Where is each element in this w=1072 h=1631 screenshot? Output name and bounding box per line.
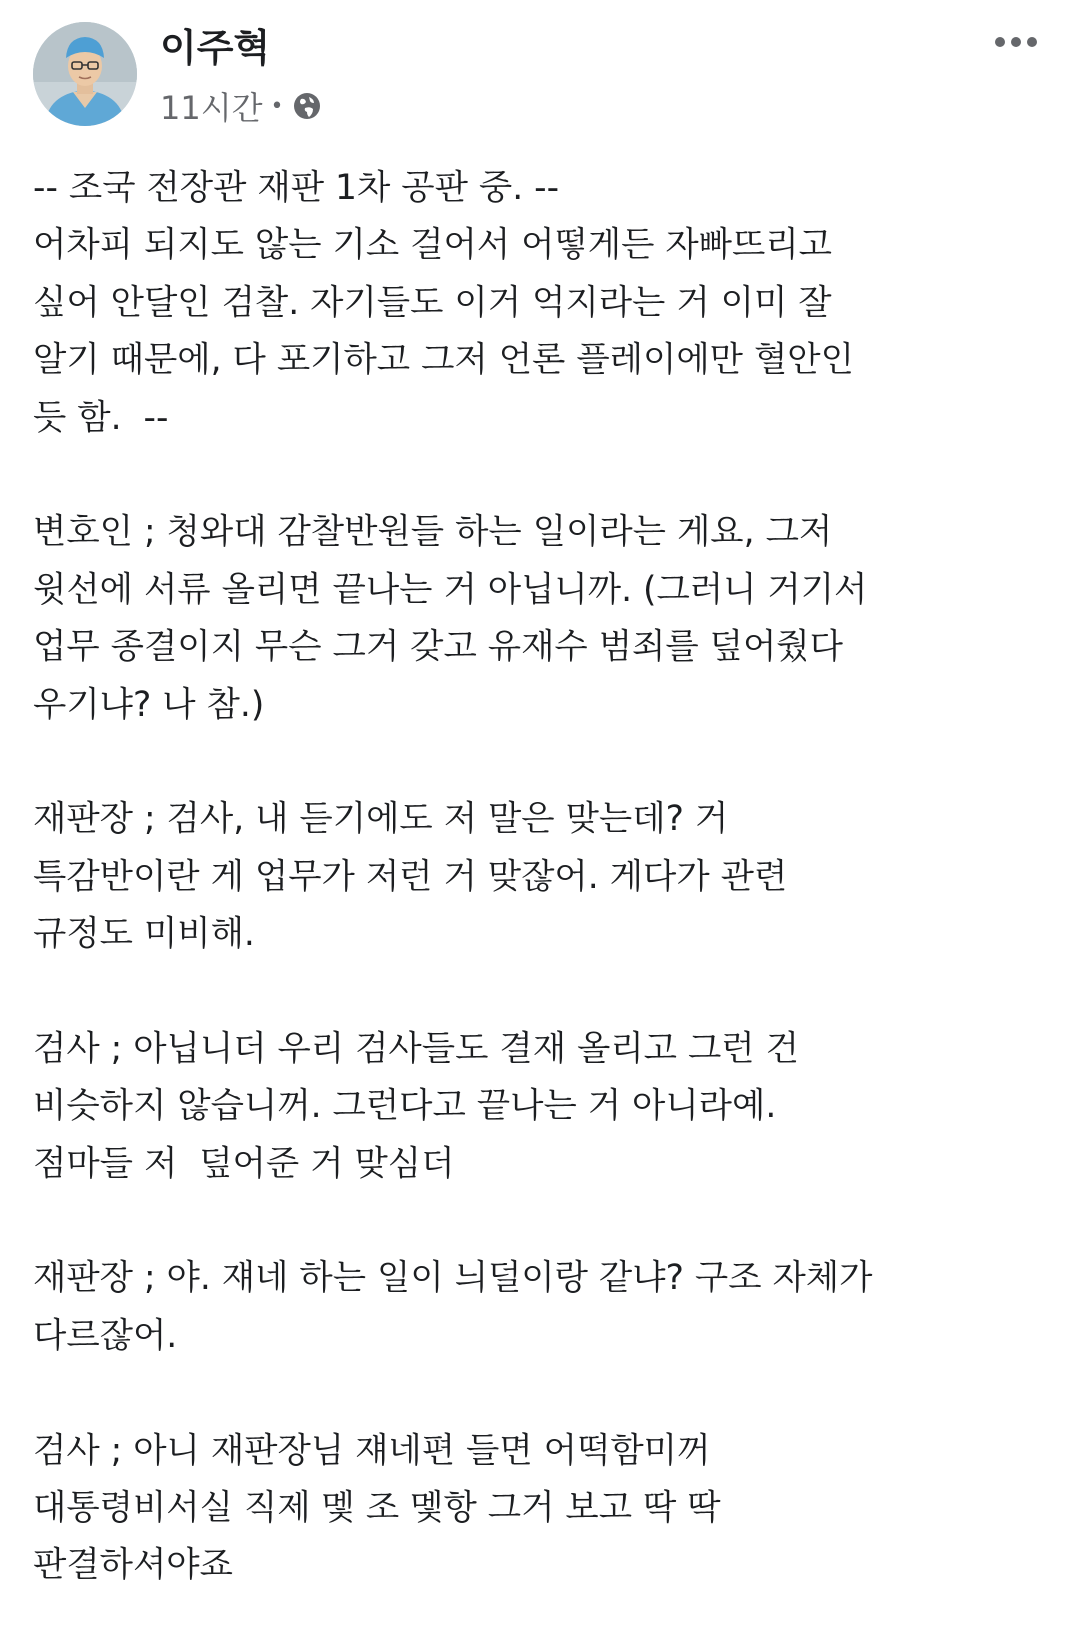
post-line: 재판장 ; 검사, 내 듣기에도 저 말은 맞는데? 거 xyxy=(33,799,729,840)
paragraph-gap xyxy=(33,963,1053,1020)
globe-icon[interactable] xyxy=(292,91,322,121)
post-line: 알기 때문에, 다 포기하고 그저 언론 플레이에만 혈안인 xyxy=(33,340,854,381)
paragraph-gap xyxy=(33,1365,1053,1422)
more-options-button[interactable] xyxy=(988,22,1044,62)
post-line: 재판장 ; 야. 쟤네 하는 일이 늬덜이랑 같냐? 구조 자체가 xyxy=(33,1258,873,1299)
post-line: 우기냐? 나 참.) xyxy=(33,684,265,725)
post-line: 어차피 되지도 않는 기소 걸어서 어떻게든 자빠뜨리고 xyxy=(33,225,832,266)
author-name[interactable]: 이주혁 xyxy=(160,26,271,70)
post-line: 싶어 안달인 검찰. 자기들도 이거 억지라는 거 이미 잘 xyxy=(33,282,832,323)
post-time[interactable]: 11시간 xyxy=(160,89,263,127)
post-body xyxy=(33,160,1053,1595)
post-line: 비슷하지 않습니꺼. 그런다고 끝나는 거 아니라예. xyxy=(33,1086,777,1127)
post-line: 듯 함. -- xyxy=(33,397,169,438)
paragraph-judge-2 xyxy=(33,1250,1053,1365)
post-line: 판결하셔야죠 xyxy=(33,1545,233,1586)
meta-separator: • xyxy=(270,93,284,119)
post-line: 다르잖어. xyxy=(33,1315,178,1356)
paragraph-prosecutor-1 xyxy=(33,1021,1053,1193)
paragraph-gap xyxy=(33,1193,1053,1250)
paragraph-judge-1 xyxy=(33,791,1053,963)
post-meta xyxy=(160,86,322,126)
post-header xyxy=(0,0,1072,140)
post-line: 검사 ; 아닙니더 우리 검사들도 결재 올리고 그런 건 xyxy=(33,1028,799,1069)
paragraph-prosecutor-2 xyxy=(33,1423,1053,1595)
post-line: 대통령비서실 직제 멫 조 멫항 그거 보고 딱 딱 xyxy=(33,1487,721,1528)
post-line: -- 조국 전장관 재판 1차 공판 중. -- xyxy=(33,168,560,208)
paragraph-gap xyxy=(33,734,1053,791)
post-line: 규정도 미비해. xyxy=(33,914,255,955)
post-line: 점마들 저 덮어준 거 맞심더 xyxy=(33,1143,455,1184)
post-line: 업무 종결이지 무슨 그거 갖고 유재수 범죄를 덮어줬다 xyxy=(33,627,843,668)
post-line: 변호인 ; 청와대 감찰반원들 하는 일이라는 게요, 그저 xyxy=(33,512,833,553)
avatar[interactable] xyxy=(33,22,137,126)
post-line: 특감반이란 게 업무가 저런 거 맞잖어. 게다가 관련 xyxy=(33,856,788,897)
paragraph-intro xyxy=(33,160,1053,447)
post-line: 검사 ; 아니 재판장님 쟤네편 들면 어떡함미꺼 xyxy=(33,1430,711,1471)
post-line: 윗선에 서류 올리면 끝나는 거 아닙니까. (그러니 거기서 xyxy=(33,569,868,610)
paragraph-lawyer xyxy=(33,504,1053,734)
paragraph-gap xyxy=(33,447,1053,504)
more-horizontal-icon xyxy=(994,36,1038,48)
avatar-photo xyxy=(33,22,137,126)
